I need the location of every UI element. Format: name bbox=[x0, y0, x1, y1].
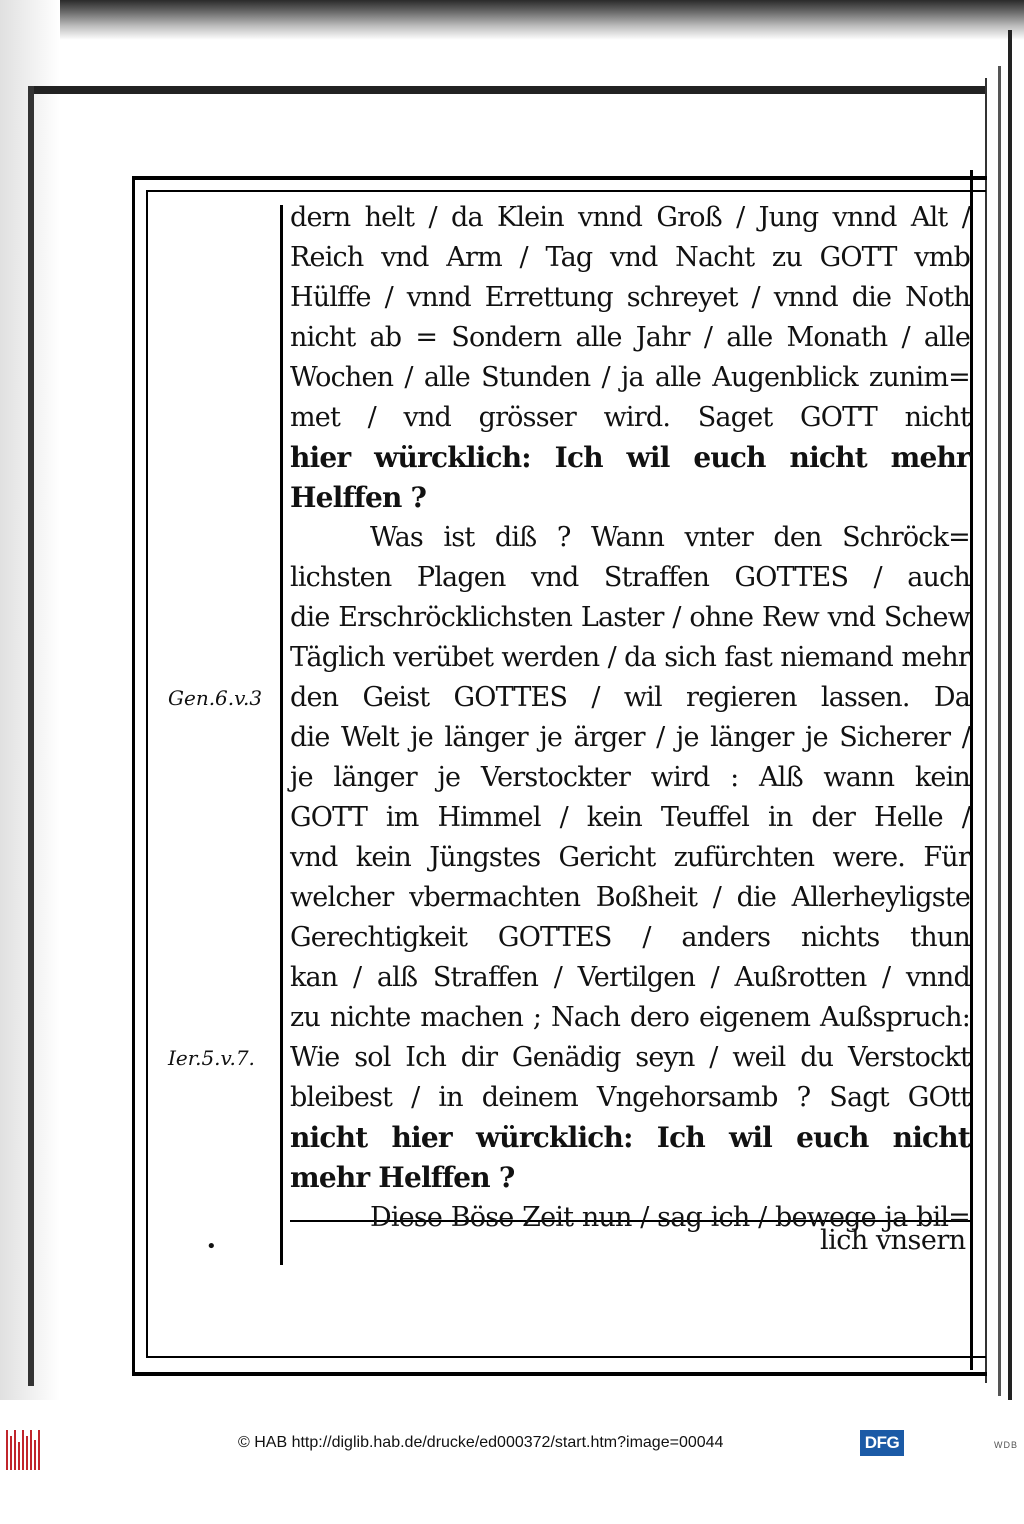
text-line: lichsten Plagen vnd Straffen GOTTES / auch bbox=[290, 562, 970, 593]
text-line: met / vnd grösser wird. Saget GOTT nicht bbox=[290, 402, 970, 433]
text-line: mehr Helffen ? bbox=[290, 1161, 515, 1194]
text-line: Wochen / alle Stunden / ja alle Augenblick zunim= bbox=[290, 362, 970, 393]
text-line: nicht hier würcklich: Ich wil euch nicht bbox=[290, 1121, 970, 1154]
text-line: zu nichte machen ; Nach dero eigenem Außspruch: bbox=[290, 1002, 970, 1033]
text-line: dern helt / da Klein vnnd Groß / Jung vnnd Alt / bbox=[290, 202, 970, 233]
text-line: welcher vbermachten Boßheit / die Allerheyligste bbox=[290, 882, 970, 913]
scan-top-shadow bbox=[0, 0, 1024, 40]
text-line: kan / alß Straffen / Vertilgen / Außrotten / vnnd bbox=[290, 962, 970, 993]
text-line: Hülffe / vnnd Errettung schreyet / vnnd die Noth bbox=[290, 282, 970, 313]
text-line: Reich vnd Arm / Tag vnd Nacht zu GOTT vmb bbox=[290, 242, 970, 273]
text-line: hier würcklich: Ich wil euch nicht mehr bbox=[290, 441, 970, 474]
page-top-edge bbox=[32, 86, 987, 94]
page-text bbox=[290, 198, 970, 1238]
margin-note-genesis: Gen.6.v.3 bbox=[168, 686, 263, 710]
text-line: die Welt je länger je ärger / je länger je Sicherer / bbox=[290, 722, 970, 753]
hab-barcode-icon bbox=[6, 1430, 42, 1470]
catchword: lich vnsern bbox=[820, 1225, 966, 1256]
text-line: je länger je Verstockter wird : Alß wann kein bbox=[290, 762, 970, 793]
text-line: den Geist GOTTES / wil regieren lassen. Da bbox=[290, 682, 970, 713]
text-line: vnd kein Jüngstes Gericht zufürchten were. Für bbox=[290, 842, 970, 873]
wdb-label: WDB bbox=[994, 1440, 1018, 1450]
dfg-logo: DFG bbox=[860, 1430, 904, 1456]
footer-bar bbox=[0, 1400, 1024, 1524]
text-line: Wie sol Ich dir Genädig seyn / weil du Verstockt bbox=[290, 1042, 970, 1073]
page-edge bbox=[1008, 30, 1012, 1400]
frame-right-rule bbox=[970, 170, 973, 1370]
text-line: Helffen ? bbox=[290, 481, 427, 514]
margin-rule bbox=[280, 205, 283, 1265]
text-line: die Erschröcklichsten Laster / ohne Rew vnd Schew bbox=[290, 602, 970, 633]
text-line: Was ist diß ? Wann vnter den Schröck= bbox=[370, 522, 970, 553]
text-line: Gerechtigkeit GOTTES / anders nichts thun bbox=[290, 922, 970, 953]
margin-note-jeremiah: Ier.5.v.7. bbox=[168, 1046, 255, 1070]
text-line: GOTT im Himmel / kein Teuffel in der Helle / bbox=[290, 802, 970, 833]
copyright-link[interactable]: © HAB http://diglib.hab.de/drucke/ed000372/start.htm?image=00044 bbox=[238, 1434, 724, 1451]
text-line: Täglich verübet werden / da sich fast niemand mehr bbox=[290, 642, 970, 673]
text-line: bleibest / in deinem Vngehorsamb ? Sagt GOtt bbox=[290, 1082, 970, 1113]
page-left-edge bbox=[28, 86, 34, 1386]
bullet-mark: • bbox=[206, 1236, 217, 1257]
text-line: Diese Böse Zeit nun / sag ich / bewege ja bil= bbox=[370, 1202, 970, 1233]
text-line: nicht ab = Sondern alle Jahr / alle Monath / alle bbox=[290, 322, 970, 353]
page-edge bbox=[998, 66, 1001, 1396]
